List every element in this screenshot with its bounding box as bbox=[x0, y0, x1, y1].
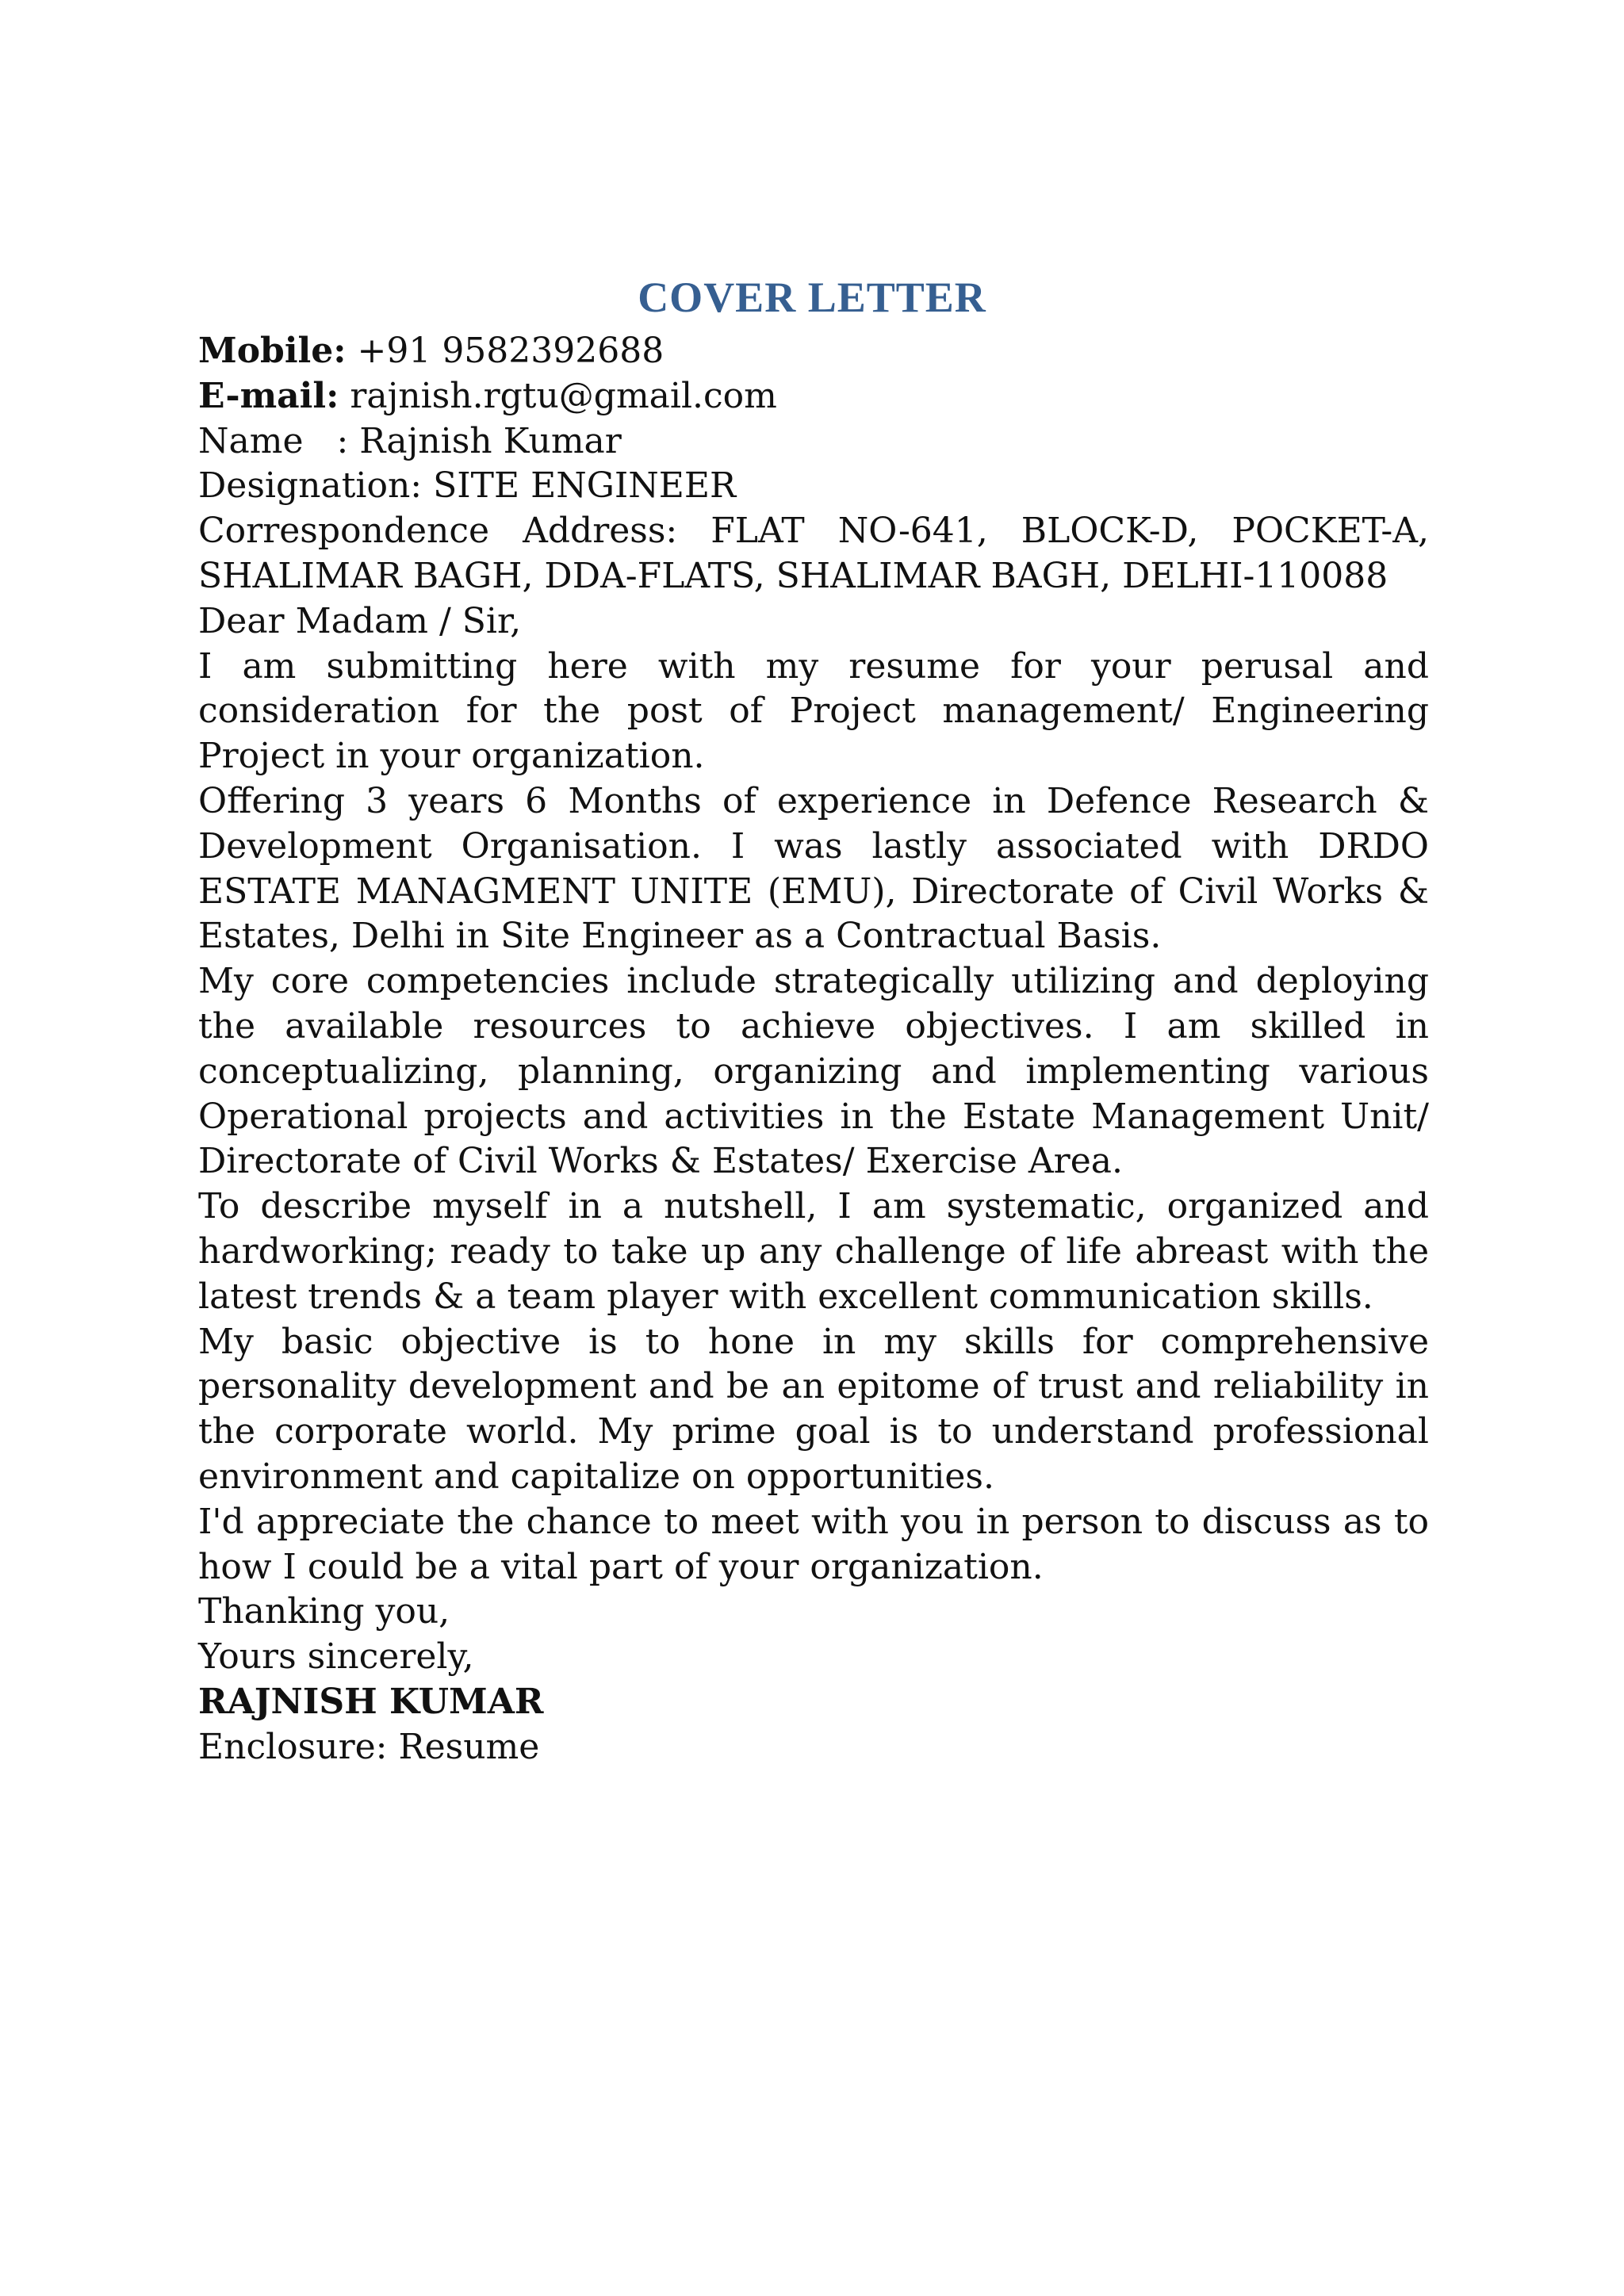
salutation: Dear Madam / Sir, bbox=[198, 600, 522, 641]
mobile-line bbox=[198, 329, 1429, 374]
closing-sincerely: Yours sincerely, bbox=[198, 1636, 474, 1678]
designation-line: Designation: SITE ENGINEER bbox=[198, 465, 737, 507]
paragraph-4: To describe myself in a nutshell, I am systematic, organized and hardworking; ready to take up any challenge of life abreast with the latest trends & a team player with excellent communication skills. bbox=[198, 1186, 1429, 1317]
closing-thanks: Thanking you, bbox=[198, 1591, 450, 1632]
mobile-label: Mobile: bbox=[198, 331, 347, 371]
email-label: E-mail: bbox=[198, 375, 339, 416]
paragraph-3: My core competencies include strategically utilizing and deploying the available resources to achieve objectives. I am skilled in conceptualizing, planning, organizing and implementing various Operational projects and activities in the Estate Management Unit/ Directorate of Civil Works & Estates/ Exercise Area. bbox=[198, 961, 1429, 1182]
address-line: Correspondence Address: FLAT NO-641, BLOCK-D, POCKET-A, SHALIMAR BAGH, DDA-FLATS, SHALIMAR BAGH, DELHI-110088 bbox=[198, 511, 1429, 596]
signature-name: RAJNISH KUMAR bbox=[198, 1681, 544, 1722]
email-value: rajnish.rgtu@gmail.com bbox=[339, 375, 777, 416]
page-title: COVER LETTER bbox=[638, 274, 986, 321]
email-line bbox=[198, 374, 1429, 419]
paragraph-1: I am submitting here with my resume for your perusal and consideration for the post of Project management/ Engineering Project in your organization. bbox=[198, 645, 1429, 777]
mobile-value: +91 9582392688 bbox=[346, 331, 665, 371]
letter-body bbox=[198, 329, 1429, 1770]
paragraph-5: My basic objective is to hone in my skills for comprehensive personality development and be an epitome of trust and reliability in the corporate world. My prime goal is to understand professional environment and capitalize on opportunities. bbox=[198, 1321, 1429, 1497]
paragraph-2: Offering 3 years 6 Months of experience in Defence Research & Development Organisation. I was lastly associated with DRDO ESTATE MANAGMENT UNITE (EMU), Directorate of Civil Works & Estates, Delhi in Site Engineer as a Contractual Basis. bbox=[198, 780, 1429, 957]
paragraph-6: I'd appreciate the chance to meet with you in person to discuss as to how I could be a vital part of your organization. bbox=[198, 1501, 1429, 1587]
name-line: Name : Rajnish Kumar bbox=[198, 420, 622, 461]
enclosure-line: Enclosure: Resume bbox=[198, 1726, 540, 1767]
